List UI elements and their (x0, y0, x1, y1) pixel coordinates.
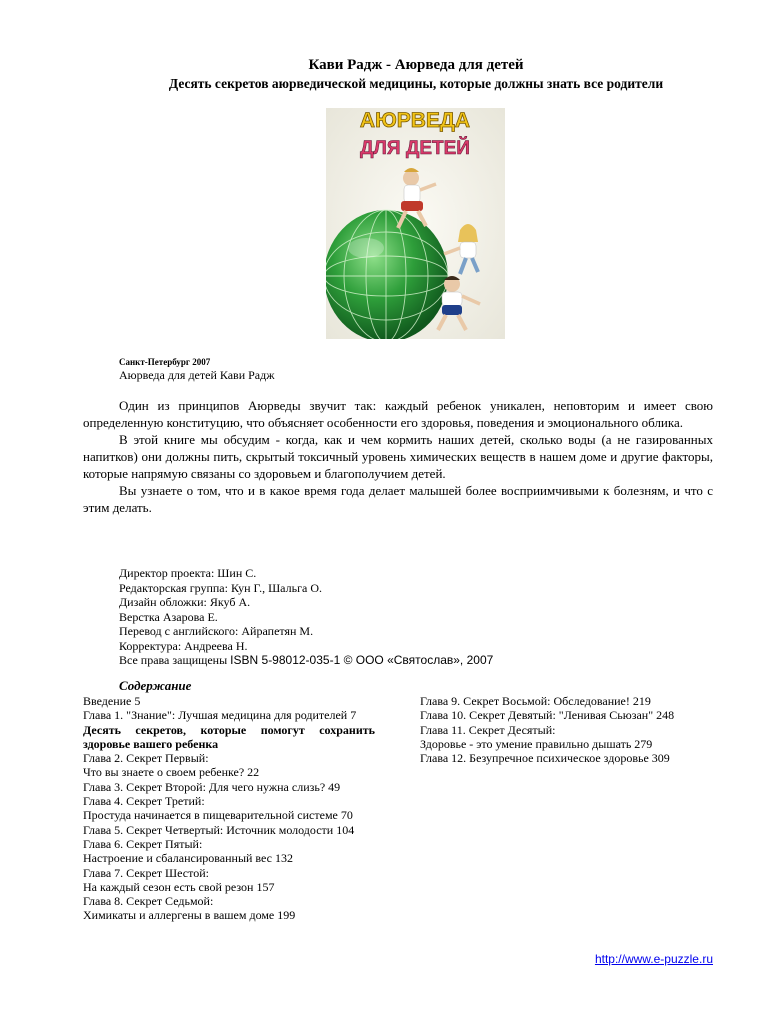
toc-item: Введение 5 (83, 694, 141, 708)
book-cover-image (326, 108, 505, 339)
publication-place-year: Санкт-Петербург 2007 (119, 357, 211, 367)
toc-item: Глава 7. Секрет Шестой: (83, 865, 209, 880)
toc-item: Глава 3. Секрет Второй: Для чего нужна слизь? 49 (83, 779, 341, 794)
cover-subtitle: ДЛЯ ДЕТЕЙ (360, 138, 470, 159)
toc-item: Глава 4. Секрет Третий: (83, 794, 205, 809)
toc-left-column (83, 694, 375, 923)
toc-item: Химикаты и аллергены в вашем доме 199 (83, 908, 296, 923)
toc-item: Глава 2. Секрет Первый: (83, 751, 209, 766)
intro-text (83, 397, 713, 516)
toc-item: Глава 1. "Знание": Лучшая медицина для родителей 7 (83, 708, 357, 723)
credit-director: Директор проекта: Шин С. (119, 566, 257, 580)
toc-item: Глава 8. Секрет Седьмой: (83, 894, 214, 909)
toc-item: Простуда начинается в пищеварительной системе 70 (83, 808, 353, 823)
toc-right-column (420, 694, 720, 765)
intro-paragraph-1: Один из принципов Аюрведы звучит так: каждый ребенок уникален, неповторим и имеет свою определенную конституцию, что объясняет особенности его здоровья, поведения и эмоционального облика. (83, 398, 713, 430)
credit-cover-design: Дизайн обложки: Якуб А. (119, 595, 251, 609)
credit-rights (119, 653, 493, 668)
toc-item: Глава 10. Секрет Девятый: "Ленивая Сьюзан" 248 (420, 708, 675, 723)
credit-layout: Верстка Азарова Е. (119, 609, 218, 624)
publication-book-line: Аюрведа для детей Кави Радж (119, 368, 275, 382)
toc-item: Глава 11. Секрет Десятый: (420, 722, 556, 737)
cover-title: АЮРВЕДА (359, 109, 471, 132)
credit-translation: Перевод с английского: Айрапетян М. (119, 624, 314, 638)
toc-item: Что вы знаете о своем ребенке? 22 (83, 765, 260, 780)
footer-website-link[interactable]: http://www.e-puzzle.ru (594, 952, 713, 966)
toc-item: Настроение и сбалансированный вес 132 (83, 851, 293, 866)
document-title: Кави Радж - Аюрведа для детей (308, 57, 524, 73)
toc-item: Глава 6. Секрет Пятый: (83, 836, 203, 851)
globe-illustration (326, 210, 448, 339)
toc-item: Глава 9. Секрет Восьмой: Обследование! 219 (420, 694, 651, 708)
toc-item: Здоровье - это умение правильно дышать 279 (420, 736, 653, 751)
toc-item: Глава 12. Безупречное психическое здоровье 309 (420, 751, 670, 766)
toc-item: На каждый сезон есть свой резон 157 (83, 879, 275, 894)
credits-block (119, 566, 493, 668)
credit-editors: Редакторская группа: Кун Г., Шальга О. (119, 580, 322, 595)
intro-paragraph-2: В этой книге мы обсудим - когда, как и чем кормить наших детей, сколько воды (а не газированных напитков) они должны пить, скрытый токсичный уровень химических веществ в нашем доме и другие факторы, которые напрямую связаны со здоровьем и благополучием детей. (83, 432, 713, 481)
toc-heading: Содержание (119, 678, 192, 693)
intro-paragraph-3: Вы узнаете о том, что и в какое время года делает малышей более восприимчивыми к болезням, и что с этим делать. (83, 483, 713, 515)
credit-proofreading: Корректура: Андреева Н. (119, 638, 248, 653)
credit-rights-prefix: Все права защищены (119, 653, 228, 667)
document-subtitle: Десять секретов аюрведической медицины, которые должны знать все родители (168, 76, 664, 91)
toc-item: Глава 5. Секрет Четвертый: Источник молодости 104 (83, 822, 355, 837)
credit-isbn: ISBN 5-98012-035-1 © ООО «Святослав», 2007 (230, 653, 494, 667)
toc-section-heading: Десять секретов, которые помогут сохранить здоровье вашего ребенка (83, 722, 375, 751)
